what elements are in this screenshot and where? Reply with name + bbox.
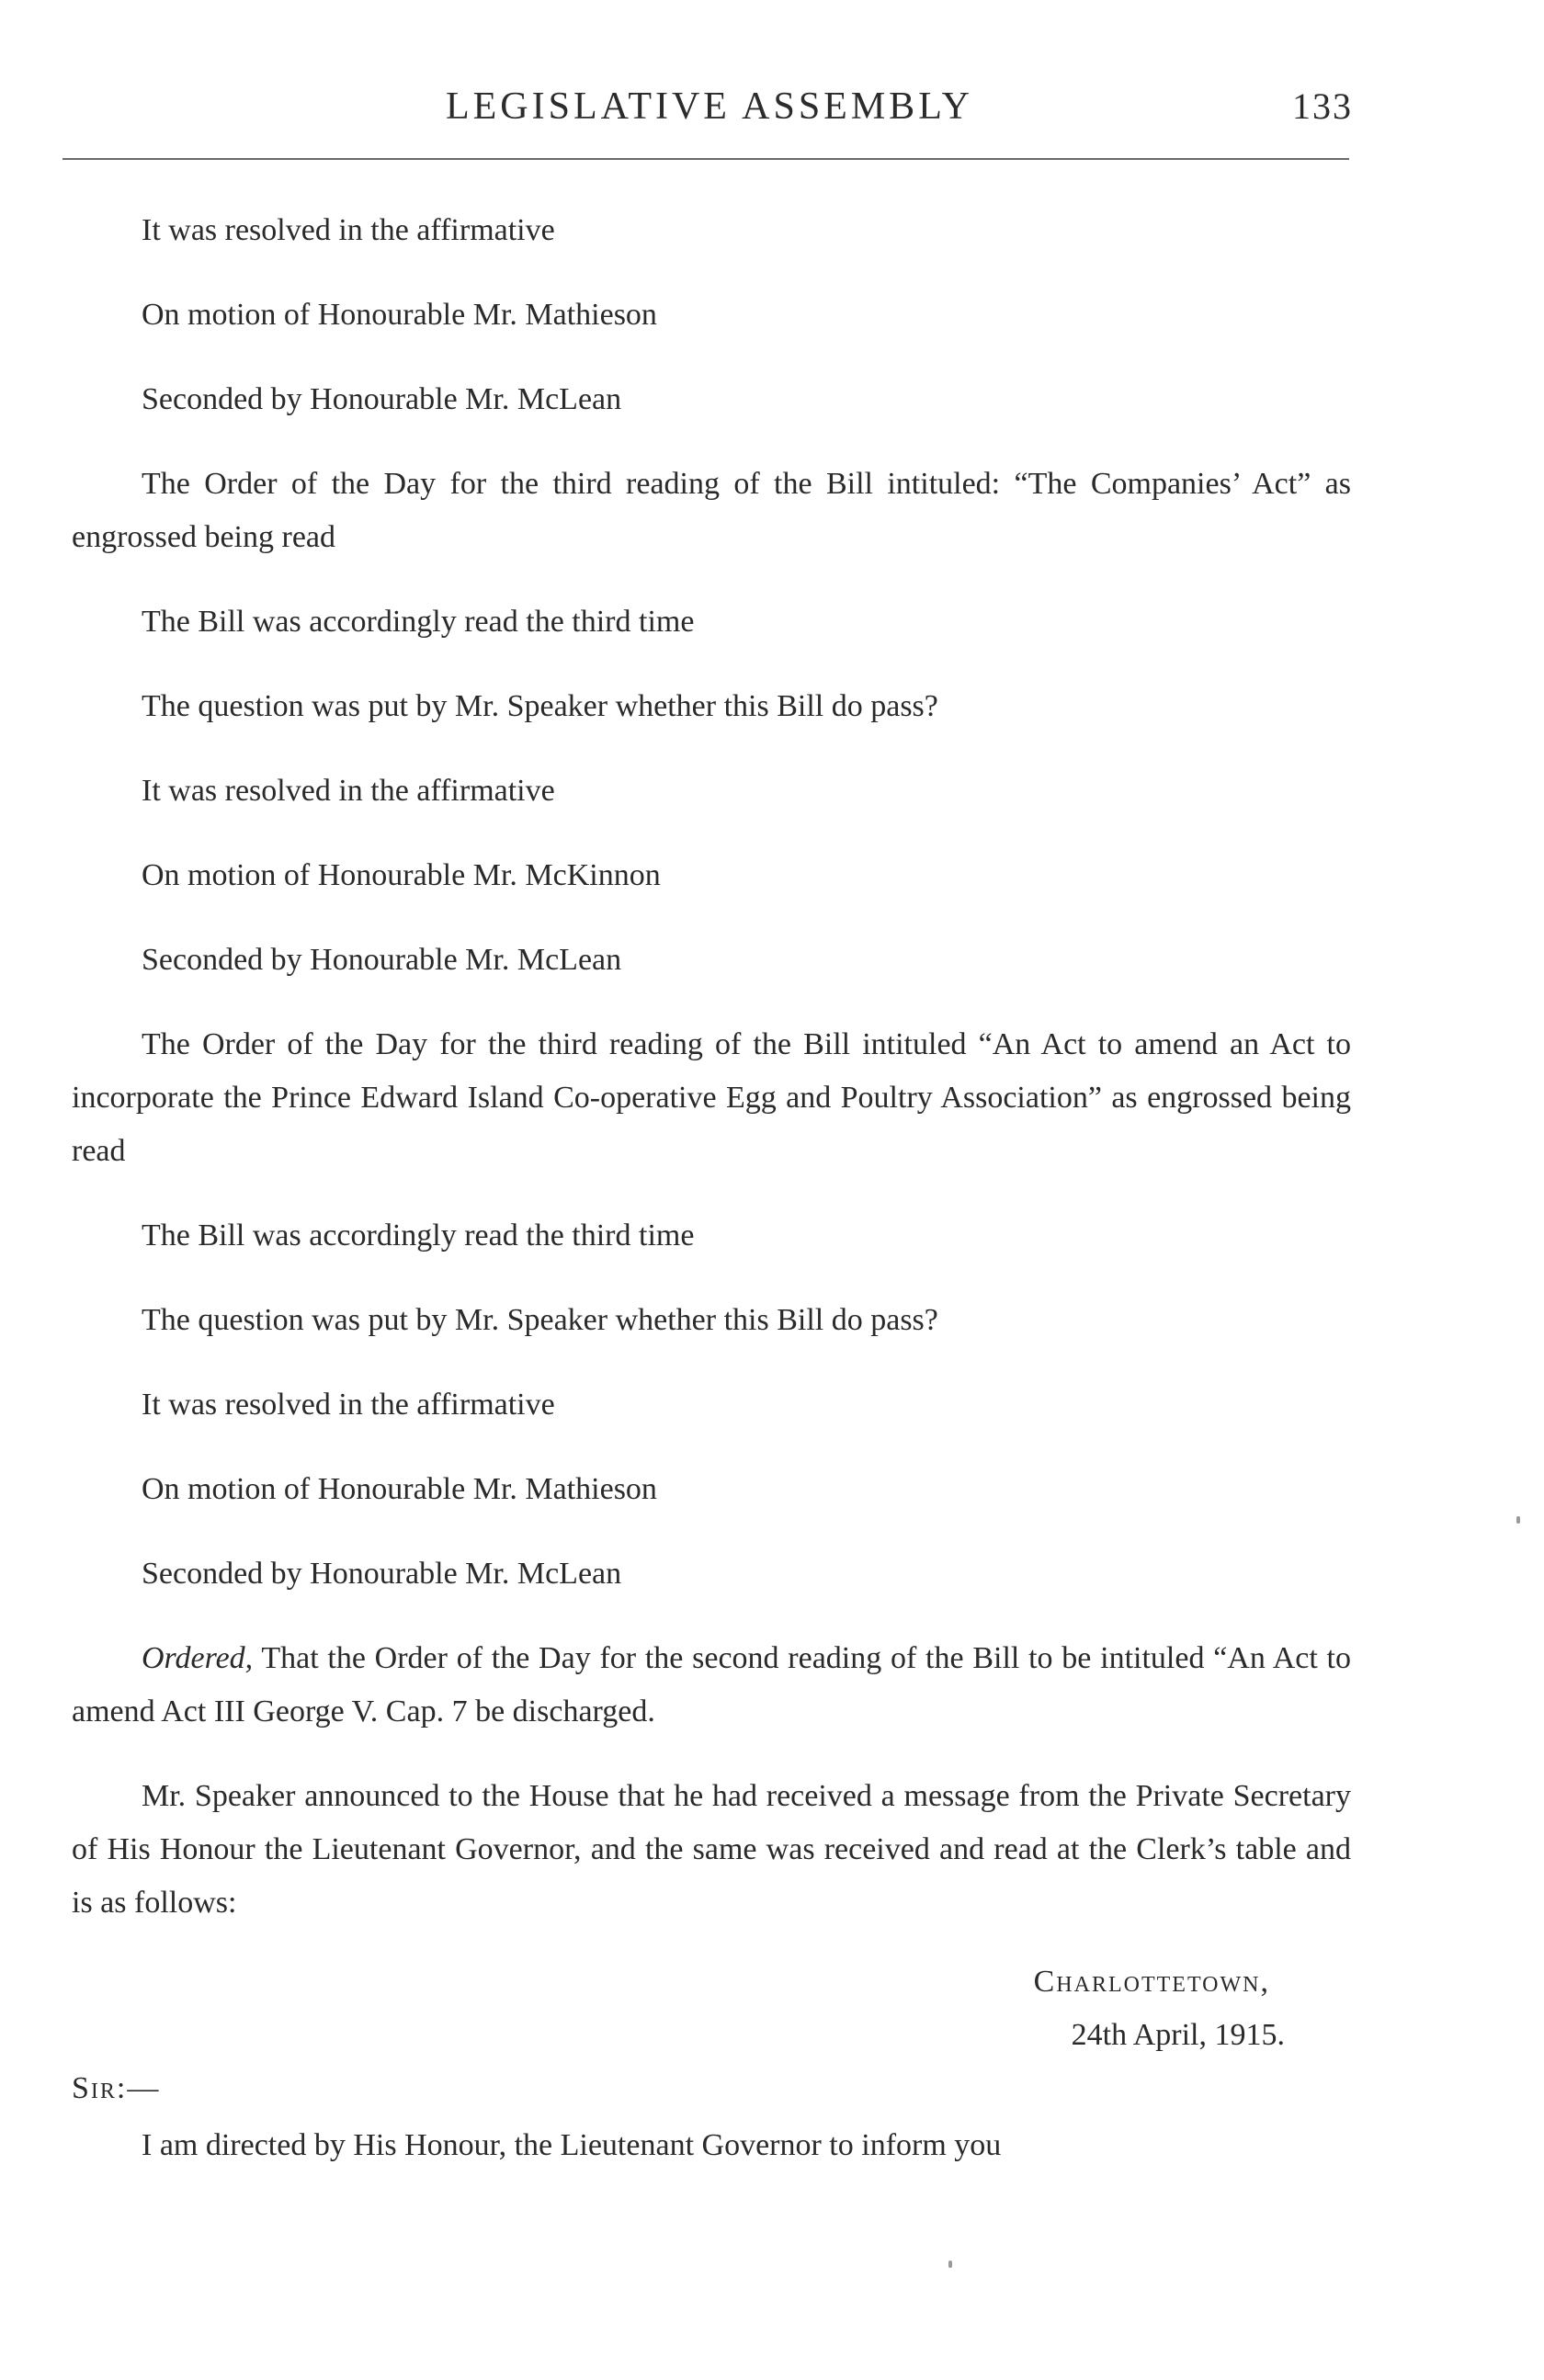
paragraph-resolved-3: It was resolved in the affirmative bbox=[142, 1388, 555, 1422]
ordered-text: That the Order of the Day for the second reading of the Bill to be intituled “An Act to amend Act III George V. Cap. 7 be discharged. bbox=[72, 1641, 1351, 1728]
body-text bbox=[72, 204, 1351, 2204]
letter-place: Charlottetown, bbox=[1033, 1965, 1270, 1999]
scan-speck bbox=[948, 2261, 952, 2268]
paragraph-seconded-1: Seconded by Honourable Mr. McLean bbox=[142, 382, 622, 416]
header-rule bbox=[62, 158, 1349, 160]
paragraph-speaker-announcement: Mr. Speaker announced to the House that he had received a message from the Private Secretary of His Honour the Lieutenant Governor, and the same was received and read at the Clerk’s table and is as follows: bbox=[72, 1779, 1351, 1920]
paragraph-resolved-1: It was resolved in the affirmative bbox=[142, 213, 555, 247]
ordered-lead: Ordered, bbox=[142, 1641, 254, 1675]
paragraph-motion-2: On motion of Honourable Mr. McKinnon bbox=[142, 858, 661, 892]
paragraph-letter-body: I am directed by His Honour, the Lieutenant Governor to inform you bbox=[142, 2128, 1002, 2162]
paragraph-motion-3: On motion of Honourable Mr. Mathieson bbox=[142, 1472, 657, 1506]
paragraph-question-2: The question was put by Mr. Speaker whether this Bill do pass? bbox=[142, 1303, 938, 1337]
paragraph-ordered bbox=[72, 1632, 1351, 1739]
letter-salutation: Sir:— bbox=[72, 2071, 161, 2105]
letter-date: 24th April, 1915. bbox=[1071, 2018, 1285, 2052]
paragraph-order-egg-poultry: The Order of the Day for the third reading of the Bill intituled “An Act to amend an Act to incorporate the Prince Edward Island Co-operative Egg and Poultry Association” as engrossed being read bbox=[72, 1027, 1351, 1168]
paragraph-order-companies-act: The Order of the Day for the third reading of the Bill intituled: “The Companies’ Act” as engrossed being read bbox=[72, 467, 1351, 554]
scan-speck bbox=[1516, 1516, 1520, 1524]
paragraph-third-reading-1: The Bill was accordingly read the third time bbox=[142, 605, 695, 639]
paragraph-motion-1: On motion of Honourable Mr. Mathieson bbox=[142, 298, 657, 332]
running-head-title: LEGISLATIVE ASSEMBLY bbox=[446, 85, 973, 128]
running-head bbox=[66, 85, 1353, 140]
paragraph-question-1: The question was put by Mr. Speaker whether this Bill do pass? bbox=[142, 689, 938, 723]
paragraph-third-reading-2: The Bill was accordingly read the third time bbox=[142, 1218, 695, 1252]
paragraph-seconded-2: Seconded by Honourable Mr. McLean bbox=[142, 943, 622, 977]
paragraph-resolved-2: It was resolved in the affirmative bbox=[142, 774, 555, 808]
page-number: 133 bbox=[1292, 85, 1353, 127]
paragraph-seconded-3: Seconded by Honourable Mr. McLean bbox=[142, 1557, 622, 1591]
